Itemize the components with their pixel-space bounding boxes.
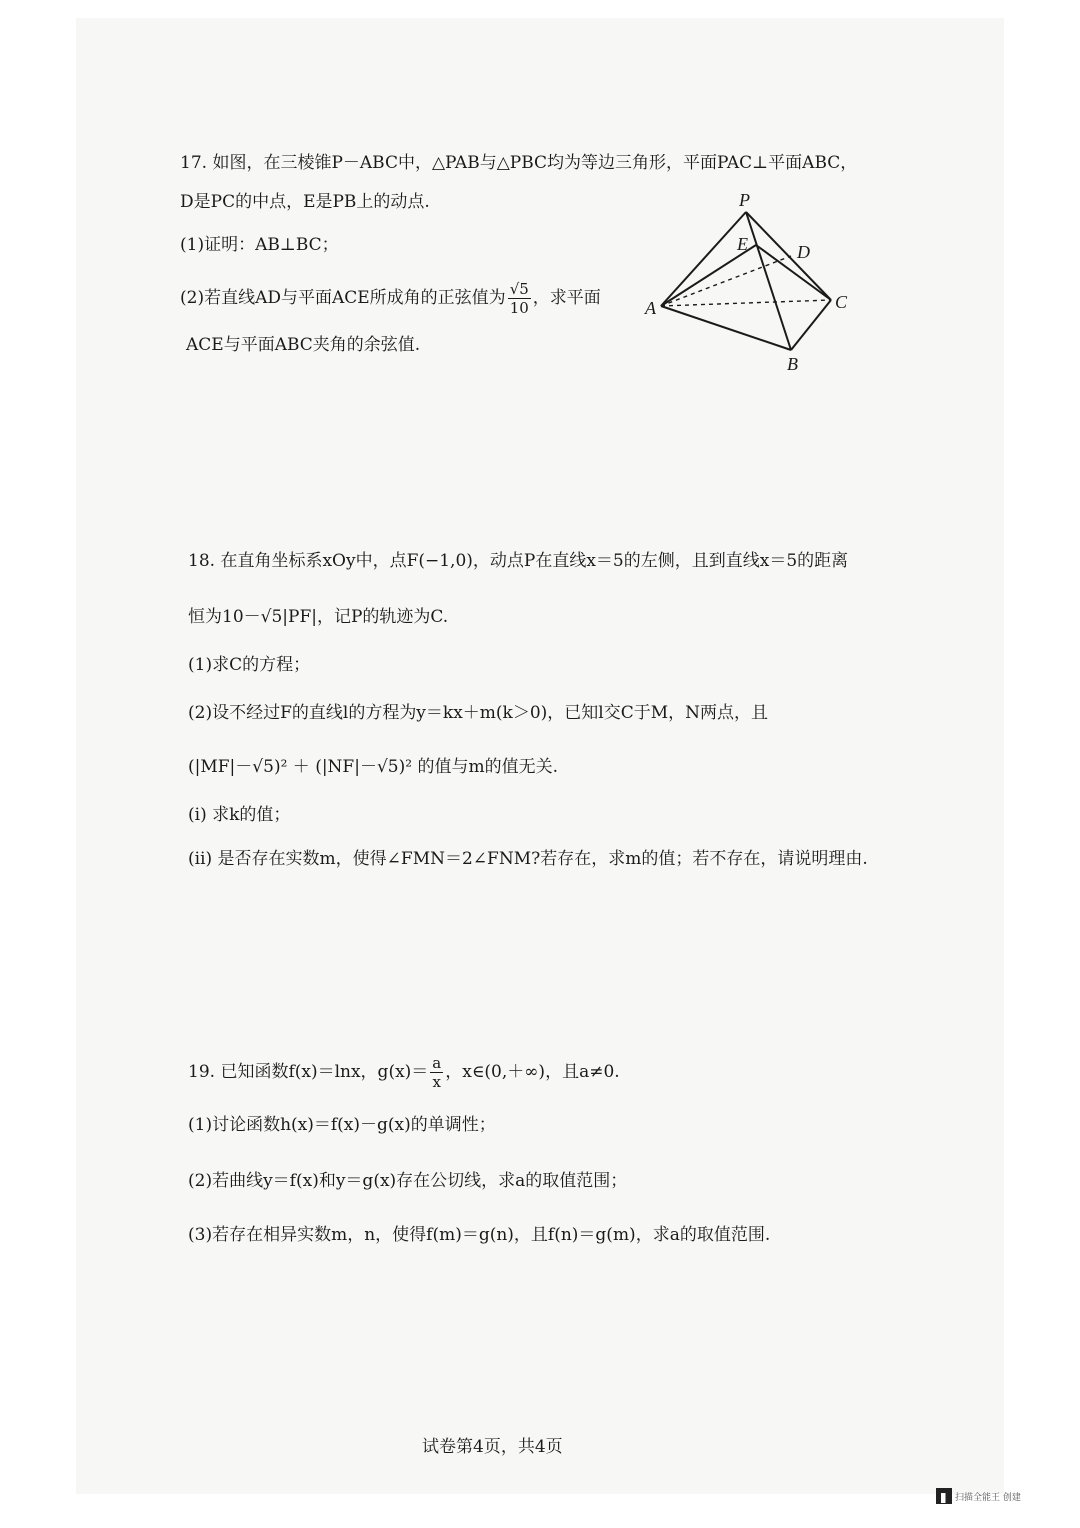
pyramid-edges (661, 212, 831, 350)
q17-part2-post: ，求平面 (532, 288, 601, 308)
fraction-denominator: x (432, 1073, 441, 1091)
fraction-denominator: 10 (509, 299, 529, 317)
qr-code-icon (936, 1488, 952, 1504)
q19-part1: (1)讨论函数h(x)＝f(x)－g(x)的单调性； (188, 1115, 496, 1135)
edge-PB (746, 212, 791, 350)
edge-BC (791, 300, 831, 350)
exam-page (76, 18, 1004, 1494)
q18-part1: (1)求C的方程； (188, 655, 311, 675)
label-E: E (737, 234, 748, 254)
q18-line1: 18. 在直角坐标系xOy中，点F(−1,0)，动点P在直线x＝5的左侧，且到直线x＝5的距离 (188, 551, 849, 571)
q18-sub-ii: (ⅱ) 是否存在实数m，使得∠FMN＝2∠FNM?若存在，求m的值；若不存在，请说明理由. (188, 849, 868, 869)
label-P: P (739, 190, 750, 210)
q19-line1-pre: 19. 已知函数f(x)＝lnx，g(x)＝ (188, 1062, 429, 1082)
scan-watermark-text: 扫描全能王 创建 (955, 1492, 1021, 1503)
page-footer: 试卷第4页，共4页 (422, 1437, 563, 1457)
q17-line2: D是PC的中点，E是PB上的动点. (180, 192, 430, 212)
q18-part2-line2: (|MF|－√5)² ＋ (|NF|－√5)² 的值与m的值无关. (188, 757, 558, 777)
label-B: B (787, 354, 798, 374)
edge-AC-hidden (661, 300, 831, 306)
edge-AB (661, 306, 791, 350)
q19-line1-post: ，x∈(0,＋∞)，且a≠0. (445, 1062, 620, 1082)
q18-part2: (2)设不经过F的直线l的方程为y＝kx＋m(k＞0)，已知l交C于M，N两点，且 (188, 703, 769, 723)
a-over-x-fraction (430, 1054, 443, 1091)
q19-line1 (188, 1054, 620, 1091)
q18-sub-i: (ⅰ) 求k的值； (188, 805, 291, 825)
edge-EC (756, 245, 831, 300)
sqrt5-over-10-fraction (508, 280, 531, 317)
q17-part2-line2: ACE与平面ABC夹角的余弦值. (186, 335, 421, 355)
fraction-numerator: √5 (509, 280, 529, 298)
q17-part2-pre: (2)若直线AD与平面ACE所成角的正弦值为 (180, 288, 506, 308)
q17-line1: 17. 如图，在三棱锥P－ABC中，△PAB与△PBC均为等边三角形，平面PAC⊥平面ABC， (180, 153, 858, 173)
q18-line2: 恒为10－√5|PF|，记P的轨迹为C. (188, 607, 449, 627)
label-D: D (797, 242, 810, 262)
fraction-numerator: a (432, 1054, 442, 1072)
label-C: C (835, 292, 848, 312)
q19-part3: (3)若存在相异实数m，n，使得f(m)＝g(n)，且f(n)＝g(m)，求a的取值范围. (188, 1225, 771, 1245)
q19-part2: (2)若曲线y＝f(x)和y＝g(x)存在公切线，求a的取值范围； (188, 1171, 628, 1191)
pyramid-figure (641, 190, 871, 390)
edge-PC (746, 212, 831, 300)
scan-watermark (936, 1488, 1021, 1504)
label-A: A (645, 298, 656, 318)
q17-part2 (180, 280, 601, 317)
q17-part1: (1)证明：AB⊥BC； (180, 235, 339, 255)
